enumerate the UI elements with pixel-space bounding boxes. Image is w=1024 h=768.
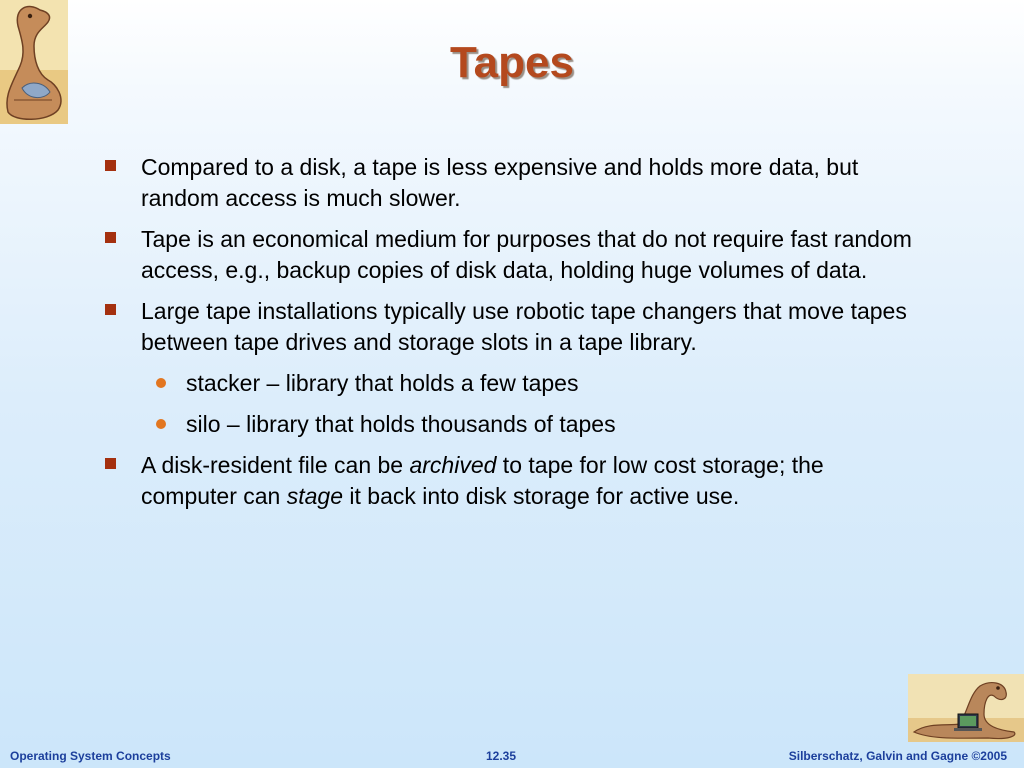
bullet-text-part: A disk-resident file can be [141, 452, 410, 478]
sub-bullet-text: silo – library that holds thousands of tapes [186, 411, 616, 437]
footer-course-title: Operating System Concepts [10, 749, 171, 763]
slide-content [104, 152, 924, 522]
bullet-text-part: to tape for low cost storage; the computer can [141, 452, 824, 509]
round-bullet-icon [156, 378, 166, 388]
footer-slide-number: 12.35 [486, 749, 517, 763]
bullet-item [104, 152, 924, 214]
square-bullet-icon [105, 160, 116, 171]
square-bullet-icon [105, 232, 116, 243]
round-bullet-icon [156, 419, 166, 429]
square-bullet-icon [105, 458, 116, 469]
emphasis-stage: stage [286, 483, 344, 509]
slide-title: Tapes [450, 38, 574, 87]
bullet-text-part: it back into disk storage for active use. [343, 483, 740, 509]
dinosaur-laptop-icon [908, 674, 1024, 742]
bullet-text: Large tape installations typically use robotic tape changers that move tapes between tape drives and storage slots in a tape library. [141, 298, 907, 355]
bullet-item [104, 224, 924, 286]
sub-bullet-item [104, 368, 924, 399]
bullet-item [104, 296, 924, 358]
bullet-item [104, 450, 924, 512]
bullet-text: Compared to a disk, a tape is less expensive and holds more data, but random access is much slower. [141, 154, 859, 211]
emphasis-archived: archived [409, 452, 497, 478]
square-bullet-icon [105, 304, 116, 315]
sub-bullet-text: stacker – library that holds a few tapes [186, 370, 579, 396]
sub-bullet-item [104, 409, 924, 440]
footer-copyright: Silberschatz, Galvin and Gagne ©2005 [788, 749, 1007, 763]
bullet-text: Tape is an economical medium for purposes that do not require fast random access, e.g., backup copies of disk data, holding huge volumes of data. [141, 226, 912, 283]
